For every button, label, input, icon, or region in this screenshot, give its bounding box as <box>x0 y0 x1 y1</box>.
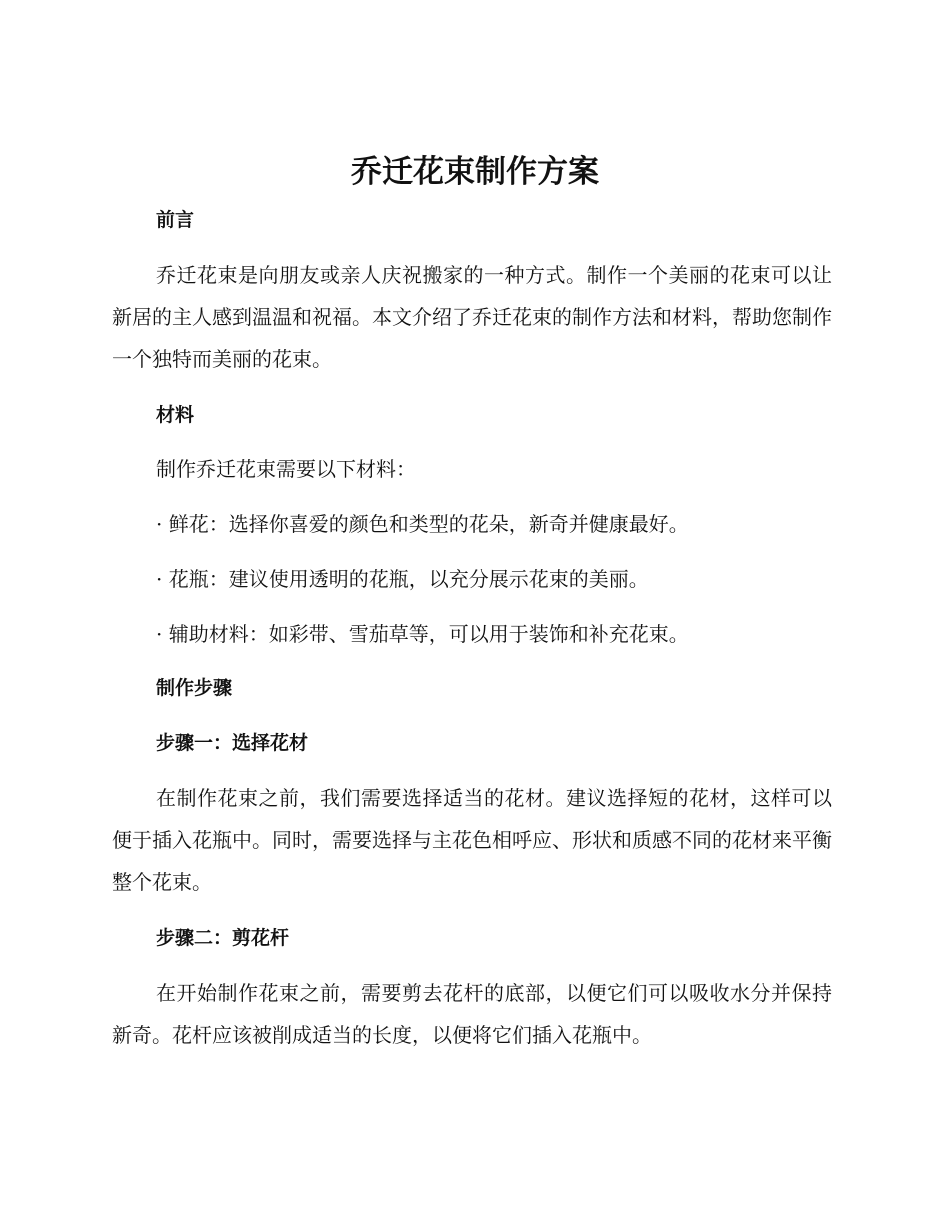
step2-heading: 步骤二：剪花杆 <box>156 927 290 949</box>
step1-paragraph: 在制作花束之前，我们需要选择适当的花材。建议选择短的花材，这样可以便于插入花瓶中。同时，需要选择与主花色相呼应、形状和质感不同的花材来平衡整个花束。 <box>112 786 832 894</box>
preface-paragraph: 乔迁花束是向朋友或亲人庆祝搬家的一种方式。制作一个美丽的花束可以让新居的主人感到温温和祝福。本文介绍了乔迁花束的制作方法和材料，帮助您制作一个独特而美丽的花束。 <box>112 263 832 371</box>
list-item-accessories: · 辅助材料：如彩带、雪茄草等，可以用于装饰和补充花束。 <box>156 622 689 646</box>
document-title: 乔迁花束制作方案 <box>351 154 599 190</box>
section-heading-materials: 材料 <box>156 404 195 426</box>
step1-heading: 步骤一：选择花材 <box>156 732 309 754</box>
section-heading-preface: 前言 <box>156 209 195 231</box>
materials-intro: 制作乔迁花束需要以下材料： <box>156 457 416 481</box>
list-item-vase: · 花瓶：建议使用透明的花瓶，以充分展示花束的美丽。 <box>156 567 649 591</box>
list-item-fresh-flowers: · 鲜花：选择你喜爱的颜色和类型的花朵，新奇并健康最好。 <box>156 512 689 536</box>
section-heading-steps: 制作步骤 <box>156 677 233 699</box>
step2-paragraph: 在开始制作花束之前，需要剪去花杆的底部，以便它们可以吸收水分并保持新奇。花杆应该被削成适当的长度，以便将它们插入花瓶中。 <box>112 981 832 1047</box>
